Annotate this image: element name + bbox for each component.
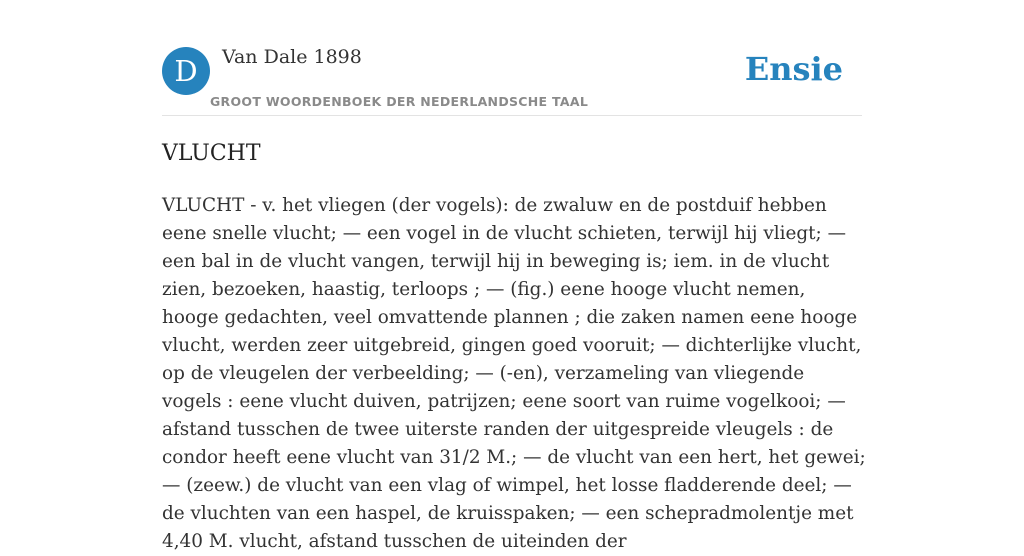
source-title-link[interactable]: Van Dale 1898 xyxy=(222,46,362,68)
entry-headword: VLUCHT xyxy=(162,141,261,166)
source-subtitle: GROOT WOORDENBOEK DER NEDERLANDSCHE TAAL xyxy=(210,94,589,109)
entry-definition: VLUCHT - v. het vliegen (der vogels): de zwaluw en de postduif hebben eene snelle vlucht; — een vogel in de vlucht schieten, terwijl hij vliegt; — een bal in de vlucht vangen, terwijl hij in beweging is; iem. in de vlucht zien, bezoeken, haastig, terloops ; — (fig.) eene hooge vlucht nemen, hooge gedachten, veel omvattende plannen ; die zaken namen eene hooge vlucht, werden zeer uitgebreid, gingen goed vooruit; — dichterlijke vlucht, op de vleugelen der verbeelding; — (-en), verzameling van vliegende vogels : eene vlucht duiven, patrijzen; eene soort van ruime vogelkooi; — afstand tusschen de twee uiterste randen der uitgespreide vleugels : de condor heeft eene vlucht van 31/2 M.; — de vlucht van een hert, het gewei; — (zeew.) de vlucht van een vlag of wimpel, het losse fladderende deel; — de vluchten van een haspel, de kruisspaken; — een schepradmolentje met 4,40 M. vlucht, afstand tusschen de uiteinden der xyxy=(162,195,866,552)
source-header xyxy=(162,46,862,116)
source-avatar[interactable]: D xyxy=(162,47,210,95)
ensie-logo-link[interactable]: Ensie xyxy=(744,50,843,88)
